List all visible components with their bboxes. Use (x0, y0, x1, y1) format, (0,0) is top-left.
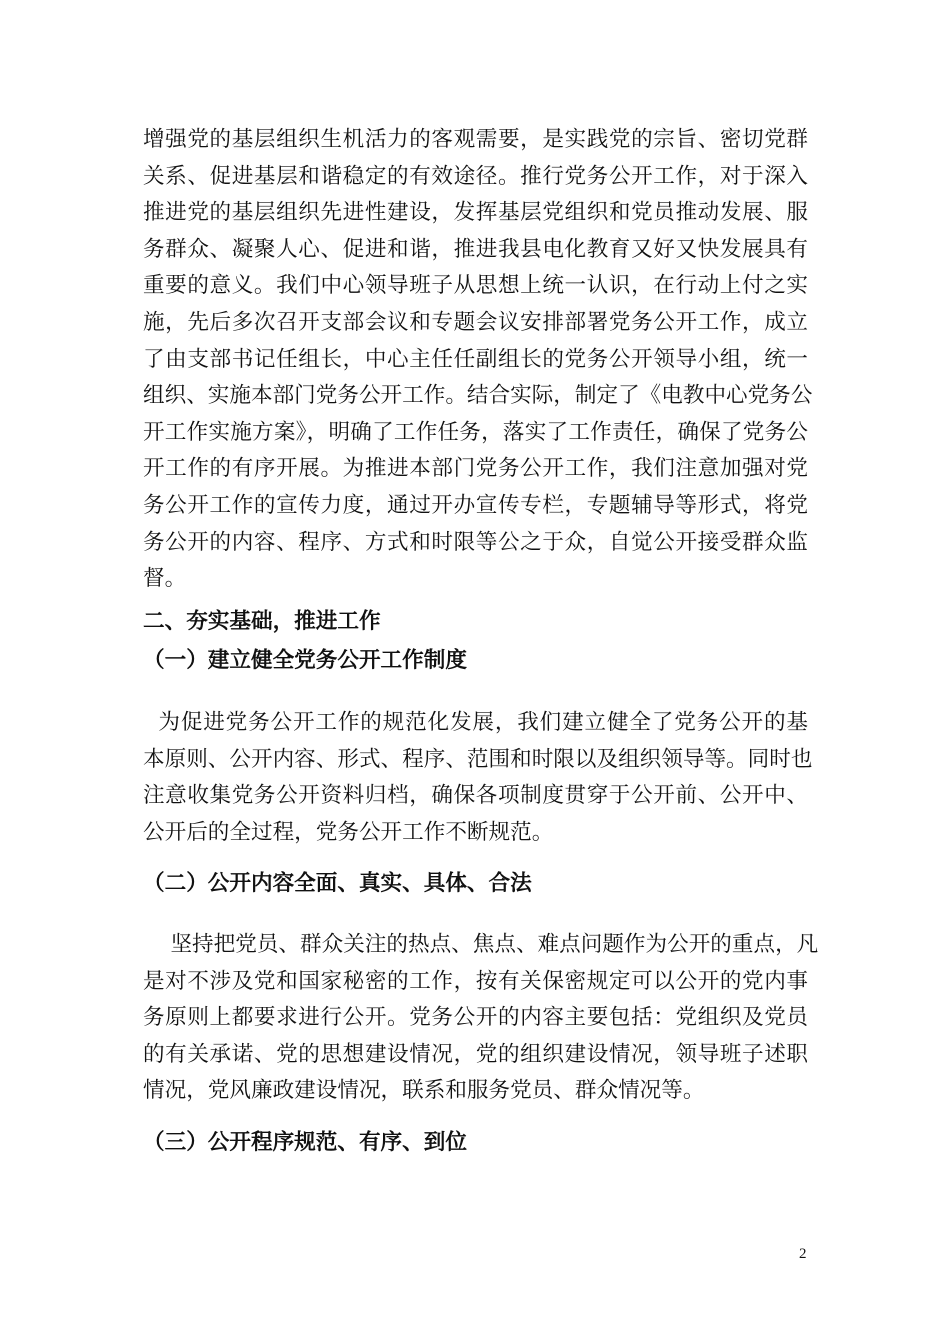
text-line: 施，先后多次召开支部会议和专题会议安排部署党务公开工作，成立 (143, 309, 808, 335)
text-line: 重要的意义。我们中心领导班子从思想上统一认识，在行动上付之实 (143, 273, 808, 299)
section-heading: 二、夯实基础，推进工作 (143, 609, 381, 634)
text-line: 督。 (143, 566, 187, 592)
text-line: 注意收集党务公开资料归档，确保各项制度贯穿于公开前、公开中、 (143, 783, 808, 809)
text-line: 坚持把党员、群众关注的热点、焦点、难点问题作为公开的重点，凡 (143, 932, 819, 957)
text-line: 务原则上都要求进行公开。党务公开的内容主要包括：党组织及党员 (143, 1005, 808, 1031)
text-line: 开工作的有序开展。为推进本部门党务公开工作，我们注意加强对党 (143, 456, 808, 482)
subsection-heading: （一）建立健全党务公开工作制度 (143, 648, 467, 673)
text-line: 情况，党风廉政建设情况，联系和服务党员、群众情况等。 (143, 1078, 705, 1104)
text-line: 组织、实施本部门党务公开工作。结合实际，制定了《电教中心党务公 (143, 383, 813, 409)
text-line: 的有关承诺、党的思想建设情况，党的组织建设情况，领导班子述职 (143, 1041, 808, 1067)
paragraph-2 (143, 705, 813, 851)
text-line: 务公开的内容、程序、方式和时限等公之于众，自觉公开接受群众监 (143, 529, 808, 555)
text-line: 了由支部书记任组长，中心主任任副组长的党务公开领导小组，统一 (143, 346, 808, 372)
text-line: 公开后的全过程，党务公开工作不断规范。 (143, 819, 554, 845)
paragraph-1 (143, 122, 813, 598)
text-line: 增强党的基层组织生机活力的客观需要，是实践党的宗旨、密切党群 (143, 127, 808, 152)
text-line: 务公开工作的宣传力度，通过开办宣传专栏，专题辅导等形式，将党 (143, 492, 808, 518)
text-line: 务群众、凝聚人心、促进和谐，推进我县电化教育又好又快发展具有 (143, 236, 808, 262)
text-line: 关系、促进基层和谐稳定的有效途径。推行党务公开工作，对于深入 (143, 163, 808, 189)
text-line: 为促进党务公开工作的规范化发展，我们建立健全了党务公开的基 (143, 710, 808, 735)
subsection-heading: （三）公开程序规范、有序、到位 (143, 1130, 467, 1155)
subsection-heading: （二）公开内容全面、真实、具体、合法 (143, 871, 532, 896)
text-line: 本原则、公开内容、形式、程序、范围和时限以及组织领导等。同时也 (143, 746, 813, 772)
text-line: 是对不涉及党和国家秘密的工作，按有关保密规定可以公开的党内事 (143, 968, 808, 994)
text-line: 开工作实施方案》，明确了工作任务，落实了工作责任，确保了党务公 (143, 419, 808, 445)
text-line: 推进党的基层组织先进性建设，发挥基层党组织和党员推动发展、服 (143, 200, 808, 226)
paragraph-3 (143, 927, 819, 1110)
page-number: 2 (799, 1246, 807, 1262)
